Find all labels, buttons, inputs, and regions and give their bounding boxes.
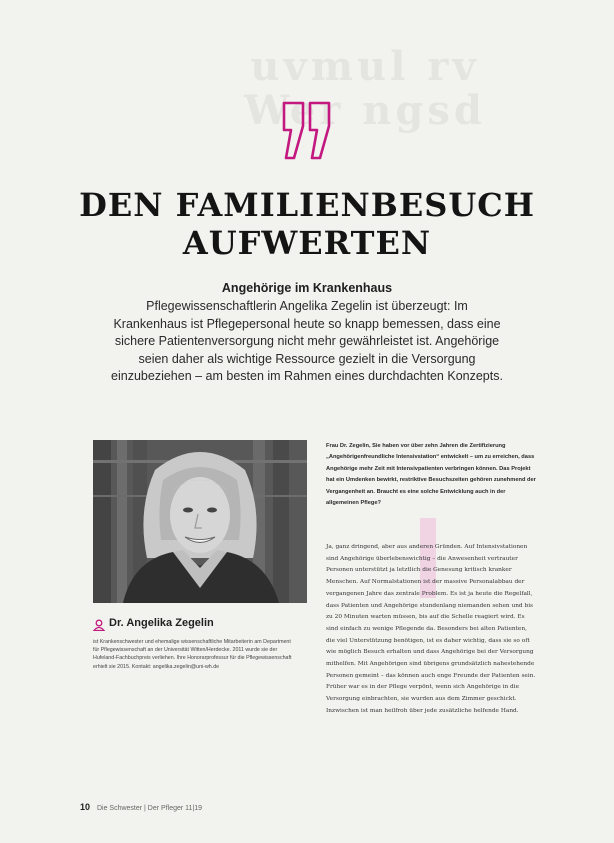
page-number: 10 bbox=[80, 802, 91, 812]
article-kicker: Angehörige im Krankenhaus bbox=[221, 281, 393, 295]
photo-caption-header bbox=[93, 617, 293, 633]
person-icon bbox=[93, 619, 105, 631]
headline-line-1: DEN FAMILIENBESUCH bbox=[79, 186, 535, 224]
background-text-line-2: Wer ngsd bbox=[244, 87, 486, 134]
background-text-line-1: uvmul rv bbox=[250, 43, 480, 90]
interview-question: Frau Dr. Zegelin, Sie haben vor über zehn Jahren die Zertifizierung „Angehörigenfreundliche Intensivstation“ entwickelt – um zu erreichen, dass Angehörige mehr Zeit mit Intensivpatienten verbringen können. Das Projekt hat ein Umdenken bewirkt, restriktive Besuchszeiten gehören zunehmend der Vergangenheit an. Braucht es eine solche Entwicklung auch in der allgemeinen Pflege? bbox=[326, 443, 536, 507]
headline-line-2: AUFWERTEN bbox=[182, 224, 432, 262]
caption-person-name: Dr. Angelika Zegelin bbox=[109, 617, 214, 629]
portrait-photo bbox=[93, 440, 307, 603]
background-watermark-text bbox=[150, 45, 580, 133]
author-bio: ist Krankenschwester und ehemalige wissenschaftliche Mitarbeiterin am Department für Pflegewissenschaft an der Universität Witten/Herdecke. 2011 wurde sie der Hufeland-Fachbuchpreis verliehen. Ihre Honorarprofessur für die Pflegewissenschaft erhielt sie 2015. Kontakt: angelika.zegelin@uni-wh.de bbox=[93, 639, 292, 670]
portrait-illustration bbox=[93, 440, 307, 603]
page-title bbox=[0, 186, 614, 262]
magazine-issue: Die Schwester | Der Pfleger 11|19 bbox=[96, 805, 203, 812]
page-footer bbox=[80, 802, 202, 812]
article-lead: Pflegewissenschaftlerin Angelika Zegelin ist überzeugt: Im Krankenhaus ist Pflegepersonal heute so knapp bemessen, dass eine sichere Patientenversorgung nicht mehr gewährleistet ist. Angehörige seien daher als wichtige Ressource gezielt in die Versorgung einzubeziehen – am besten im Rahmen eines durchdachten Konzepts. bbox=[111, 299, 503, 383]
quotation-mark-icon bbox=[281, 100, 333, 162]
interview-answer: Ja, ganz dringend, aber aus anderen Gründen. Auf Intensivstationen sind Angehörige überlebenswichtig – die Anwesenheit vertrauter Personen unterstützt ja letztlich die Genesung kritisch kranker Menschen. Auf Normalstationen ist der massive Personalabbau der vergangenen Jahre das zentrale Problem. Es ist ja heute die Regelfall, dass Patienten und Angehörige stundenlang niemanden sehen und bis zu 20 Minuten warten müssen, bis auf die Schelle reagiert wird. Es sind einfach zu wenige Pflegende da. Besonders bei alten Patienten, die viel Unterstützung benötigen, ist es daher wichtig, dass sie so oft wie möglich Besuch erhalten und dass Angehörige bei der Versorgung mithelfen. Mit Angehörigen sind übrigens grundsätzlich nahestehende Personen gemeint – das können auch enge Freunde der Patienten sein. Früher war es in der Pflege verpönt, wenn sich Angehörige in die Versorgung einbrachten, sie wurden aus dem Zimmer geschickt. Inzwischen ist man heilfroh über jede zusätzliche helfende Hand. bbox=[326, 544, 536, 714]
